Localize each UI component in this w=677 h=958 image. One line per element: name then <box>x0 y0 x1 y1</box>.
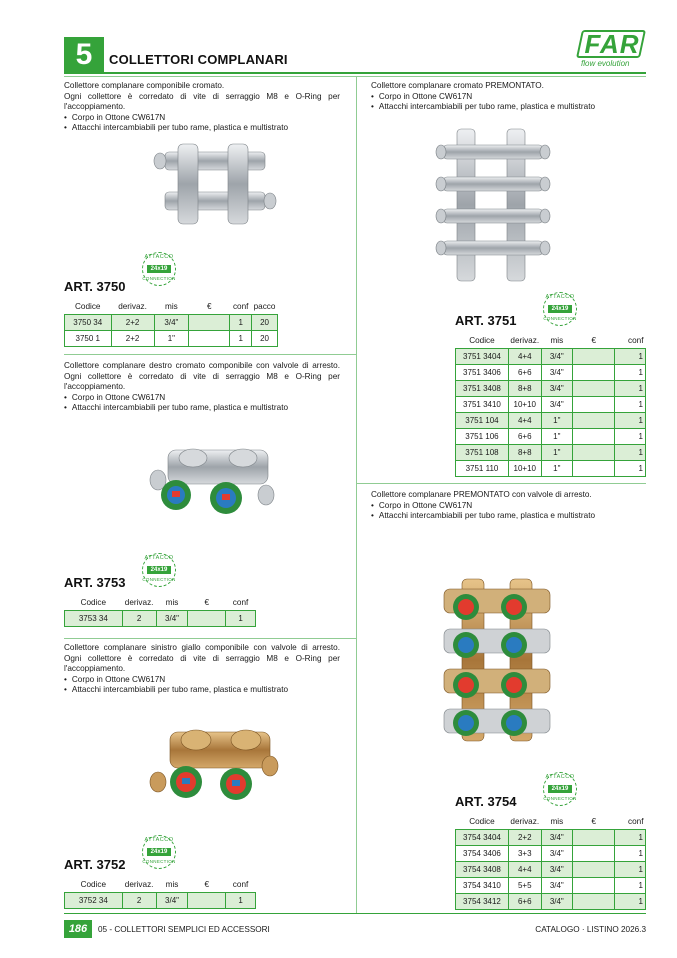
cell-euro <box>573 845 615 861</box>
col-codice: Codice <box>469 336 495 346</box>
col-conf: conf <box>628 817 644 827</box>
table-row <box>456 428 646 444</box>
section-separator <box>64 354 356 355</box>
cell-derivaz: 6+6 <box>508 364 541 380</box>
cell-conf: 1 <box>615 444 646 460</box>
cell-derivaz: 10+10 <box>508 460 541 476</box>
col-conf: conf <box>628 336 644 346</box>
cell-euro <box>573 412 615 428</box>
description-line: Collettore complanare PREMONTATO con valvole di arresto. <box>371 490 592 499</box>
table-row <box>456 396 646 412</box>
cell-mis: 3/4" <box>541 861 572 877</box>
cell-codice: 3751 106 <box>456 428 509 444</box>
cell-euro <box>573 877 615 893</box>
table-header-row <box>456 334 646 348</box>
cell-codice: 3754 3410 <box>456 877 509 893</box>
cell-derivaz: 2+2 <box>111 330 154 346</box>
badge-top-text: ATTACCO <box>144 555 174 561</box>
page-number: 186 <box>64 920 92 938</box>
table-row <box>456 893 646 909</box>
cell-mis: 3/4" <box>541 877 572 893</box>
bullet-item: • Corpo in Ottone CW617N <box>64 393 340 404</box>
cell-mis: 1" <box>541 428 572 444</box>
section-separator <box>64 76 356 77</box>
cell-codice: 3751 3408 <box>456 380 509 396</box>
product-description <box>64 81 340 134</box>
badge-size: 24x19 <box>147 265 171 273</box>
cell-derivaz: 10+10 <box>508 396 541 412</box>
cell-mis: 3/4" <box>541 364 572 380</box>
col-euro: € <box>591 336 597 346</box>
cell-conf: 1 <box>615 877 646 893</box>
cell-codice: 3754 3406 <box>456 845 509 861</box>
table-row <box>456 877 646 893</box>
col-derivaz: derivaz. <box>510 336 540 346</box>
connection-badge <box>543 772 577 806</box>
cell-euro <box>573 861 615 877</box>
col-euro: € <box>591 817 597 827</box>
table-row <box>65 610 256 626</box>
bullet-item: • Attacchi intercambiabili per tubo rame, plastica e multistrato <box>371 102 641 113</box>
badge-size: 24x19 <box>147 848 171 856</box>
cell-mis: 3/4" <box>541 829 572 845</box>
price-table-3753 <box>64 596 256 627</box>
badge-size: 24x19 <box>147 566 171 574</box>
col-conf: conf <box>232 880 249 890</box>
table-row <box>456 444 646 460</box>
cell-conf: 1 <box>615 412 646 428</box>
cell-mis: 3/4" <box>541 893 572 909</box>
cell-codice: 3751 3410 <box>456 396 509 412</box>
bullet-item: • Corpo in Ottone CW617N <box>371 92 641 103</box>
description-line: Collettore complanare componibile cromato. <box>64 81 225 90</box>
col-derivaz: derivaz. <box>124 880 154 890</box>
cell-conf: 1 <box>615 893 646 909</box>
cell-euro <box>188 610 226 626</box>
cell-mis: 1" <box>154 330 189 346</box>
cell-mis: 3/4" <box>541 845 572 861</box>
cell-conf: 1 <box>615 380 646 396</box>
product-image-3751 <box>435 125 555 285</box>
col-codice: Codice <box>469 817 495 827</box>
bullet-item: • Attacchi intercambiabili per tubo rame, plastica e multistrato <box>64 123 340 134</box>
article-title-3754: ART. 3754 <box>455 794 517 809</box>
price-table-3751 <box>455 334 646 477</box>
col-mis: mis <box>165 598 179 608</box>
cell-euro <box>573 893 615 909</box>
bullet-item: • Attacchi intercambiabili per tubo rame, plastica e multistrato <box>371 511 641 522</box>
cell-mis: 3/4" <box>156 892 188 908</box>
cell-euro <box>573 460 615 476</box>
badge-top-text: ATTACCO <box>545 294 575 300</box>
logo-tagline: flow evolution <box>581 59 630 68</box>
product-image-3754 <box>438 575 556 745</box>
cell-codice: 3754 3408 <box>456 861 509 877</box>
footer-catalog-label: CATALOGO · LISTINO 2026.3 <box>535 925 646 934</box>
col-codice: Codice <box>80 880 107 890</box>
badge-bottom-text: CONNECTION <box>142 577 176 582</box>
cell-codice: 3753 34 <box>65 610 123 626</box>
cell-derivaz: 5+5 <box>508 877 541 893</box>
badge-top-text: ATTACCO <box>144 837 174 843</box>
col-mis: mis <box>165 302 178 312</box>
badge-top-text: ATTACCO <box>144 254 174 260</box>
cell-derivaz: 2 <box>122 610 156 626</box>
table-row <box>456 412 646 428</box>
cell-codice: 3752 34 <box>65 892 123 908</box>
cell-euro <box>573 396 615 412</box>
bullet-item: • Corpo in Ottone CW617N <box>371 501 641 512</box>
cell-derivaz: 6+6 <box>508 428 541 444</box>
table-header-row <box>456 815 646 829</box>
cell-mis: 1" <box>541 460 572 476</box>
column-divider <box>356 76 357 913</box>
bullet-item: • Attacchi intercambiabili per tubo rame, plastica e multistrato <box>64 685 340 696</box>
cell-mis: 1" <box>541 444 572 460</box>
cell-derivaz: 4+4 <box>508 348 541 364</box>
product-description <box>64 361 340 414</box>
badge-bottom-text: CONNECTION <box>543 796 577 801</box>
cell-derivaz: 2+2 <box>111 314 154 330</box>
col-euro: € <box>204 598 210 608</box>
col-mis: mis <box>165 880 179 890</box>
cell-derivaz: 2+2 <box>508 829 541 845</box>
cell-mis: 3/4" <box>541 396 572 412</box>
cell-euro <box>188 892 226 908</box>
description-line: Collettore complanare sinistro giallo componibile con valvole di arresto. Ogni collettore è corredato di vite di serraggio M8 e O-Ring per l'accoppiamento. <box>64 643 340 674</box>
cell-codice: 3751 110 <box>456 460 509 476</box>
badge-size: 24x19 <box>548 785 572 793</box>
badge-bottom-text: CONNECTION <box>142 276 176 281</box>
cell-mis: 3/4" <box>541 348 572 364</box>
table-header-row <box>65 300 278 314</box>
cell-conf: 1 <box>615 845 646 861</box>
cell-derivaz: 2 <box>122 892 156 908</box>
cell-derivaz: 8+8 <box>508 380 541 396</box>
col-euro: € <box>204 880 210 890</box>
cell-mis: 3/4" <box>541 380 572 396</box>
section-separator <box>357 76 646 77</box>
cell-mis: 3/4" <box>154 314 189 330</box>
bullet-item: • Corpo in Ottone CW617N <box>64 675 340 686</box>
cell-codice: 3751 104 <box>456 412 509 428</box>
connection-badge <box>142 835 176 869</box>
description-line: Collettore complanare cromato PREMONTATO. <box>371 81 544 90</box>
cell-euro <box>573 364 615 380</box>
table-header-row <box>65 878 256 892</box>
logo-name: FAR <box>584 29 640 59</box>
cell-euro <box>573 829 615 845</box>
col-mis: mis <box>550 336 564 346</box>
product-description <box>371 81 641 113</box>
price-table-3752 <box>64 878 256 909</box>
cell-conf: 1 <box>615 348 646 364</box>
cell-pacco: 20 <box>252 314 278 330</box>
cell-conf: 1 <box>615 428 646 444</box>
connection-badge <box>543 292 577 326</box>
section-number: 5 <box>64 37 104 73</box>
col-derivaz: derivaz. <box>510 817 540 827</box>
cell-conf: 1 <box>230 314 252 330</box>
product-image-3752 <box>148 720 280 808</box>
col-codice: Codice <box>80 598 107 608</box>
article-title-3753: ART. 3753 <box>64 575 126 590</box>
article-title-3751: ART. 3751 <box>455 313 517 328</box>
page-title: COLLETTORI COMPLANARI <box>109 52 288 67</box>
table-row <box>65 314 278 330</box>
col-codice: Codice <box>75 302 101 312</box>
table-row <box>456 380 646 396</box>
section-separator <box>357 483 646 484</box>
col-conf: conf <box>232 598 249 608</box>
description-line: Ogni collettore è corredato di vite di serraggio M8 e O-Ring per l'accoppiamento. <box>64 91 340 112</box>
badge-size: 24x19 <box>548 305 572 313</box>
table-row <box>456 348 646 364</box>
cell-codice: 3751 108 <box>456 444 509 460</box>
cell-codice: 3750 34 <box>65 314 112 330</box>
product-description <box>64 643 340 696</box>
header-rule <box>64 72 646 74</box>
cell-codice: 3750 1 <box>65 330 112 346</box>
cell-codice: 3754 3404 <box>456 829 509 845</box>
col-derivaz: derivaz. <box>124 598 154 608</box>
article-title-3752: ART. 3752 <box>64 857 126 872</box>
table-row <box>456 861 646 877</box>
cell-conf: 1 <box>230 330 252 346</box>
cell-euro <box>573 444 615 460</box>
connection-badge <box>142 553 176 587</box>
table-row <box>65 330 278 346</box>
far-logo <box>573 30 647 70</box>
section-separator <box>64 638 356 639</box>
table-header-row <box>65 596 256 610</box>
description-line: Collettore complanare destro cromato componibile con valvole di arresto. Ogni collettore è corredato di vite di serraggio M8 e O-Ring per l'accoppiamento. <box>64 361 340 392</box>
cell-codice: 3751 3404 <box>456 348 509 364</box>
connection-badge <box>142 252 176 286</box>
cell-euro <box>573 380 615 396</box>
badge-bottom-text: CONNECTION <box>142 859 176 864</box>
footer-rule <box>64 913 646 914</box>
table-row <box>456 845 646 861</box>
product-image-3753 <box>148 440 276 525</box>
cell-derivaz: 6+6 <box>508 893 541 909</box>
cell-euro <box>573 348 615 364</box>
article-title-3750: ART. 3750 <box>64 279 126 294</box>
cell-codice: 3751 3406 <box>456 364 509 380</box>
cell-derivaz: 4+4 <box>508 412 541 428</box>
table-row <box>456 364 646 380</box>
cell-derivaz: 4+4 <box>508 861 541 877</box>
bullet-item: • Corpo in Ottone CW617N <box>64 113 340 124</box>
cell-euro <box>189 330 230 346</box>
cell-mis: 1" <box>541 412 572 428</box>
cell-euro <box>189 314 230 330</box>
cell-conf: 1 <box>615 829 646 845</box>
cell-derivaz: 3+3 <box>508 845 541 861</box>
col-euro: € <box>206 302 212 312</box>
bullet-item: • Attacchi intercambiabili per tubo rame, plastica e multistrato <box>64 403 340 414</box>
cell-euro <box>573 428 615 444</box>
product-description <box>371 490 641 522</box>
cell-mis: 3/4" <box>156 610 188 626</box>
price-table-3750 <box>64 300 278 347</box>
footer-section-label: 05 - COLLETTORI SEMPLICI ED ACCESSORI <box>98 925 270 934</box>
cell-codice: 3754 3412 <box>456 893 509 909</box>
table-row <box>456 460 646 476</box>
table-row <box>456 829 646 845</box>
col-pacco: pacco <box>253 302 276 312</box>
cell-derivaz: 8+8 <box>508 444 541 460</box>
table-row <box>65 892 256 908</box>
price-table-3754 <box>455 815 646 910</box>
col-derivaz: derivaz. <box>118 302 147 312</box>
cell-conf: 1 <box>226 892 256 908</box>
cell-conf: 1 <box>615 364 646 380</box>
badge-top-text: ATTACCO <box>545 774 575 780</box>
cell-conf: 1 <box>226 610 256 626</box>
product-image-3750 <box>150 140 280 230</box>
col-conf: conf <box>232 302 249 312</box>
cell-pacco: 20 <box>252 330 278 346</box>
cell-conf: 1 <box>615 861 646 877</box>
cell-conf: 1 <box>615 396 646 412</box>
badge-bottom-text: CONNECTION <box>543 316 577 321</box>
cell-conf: 1 <box>615 460 646 476</box>
col-mis: mis <box>550 817 564 827</box>
